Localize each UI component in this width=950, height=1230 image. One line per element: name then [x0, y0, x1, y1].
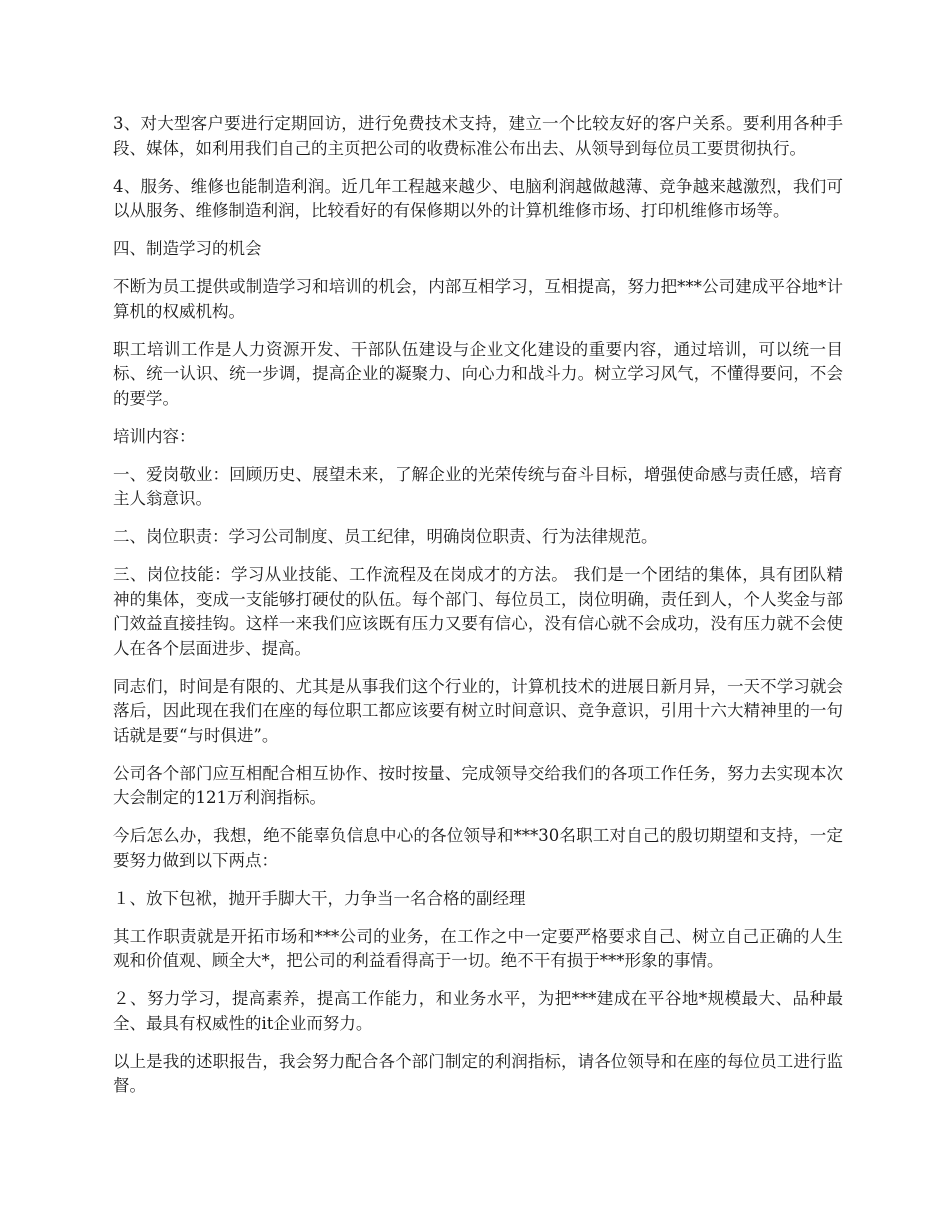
paragraph-training-importance: 职工培训工作是人力资源开发、干部队伍建设与企业文化建设的重要内容，通过培训，可以统一目标、统一认识、统一步调，提高企业的凝聚力、向心力和战斗力。树立学习风气，不懂得要问，不会的要学。: [113, 339, 843, 408]
section-heading-learning: 四、制造学习的机会: [113, 239, 262, 258]
training-content-heading: 培训内容：: [113, 426, 196, 446]
document-page: [113, 112, 843, 1112]
paragraph-training-duties: 二、岗位职责：学习公司制度、员工纪律，明确岗位职责、行为法律规范。: [113, 527, 658, 546]
paragraph-point-2: ２、努力学习，提高素养，提高工作能力，和业务水平，为把***建成在平谷地*规模最大、品种最全、最具有权威性的it企业而努力。: [113, 989, 843, 1033]
paragraph-training-dedication: 一、爱岗敬业：回顾历史、展望未来，了解企业的光荣传统与奋斗目标，增强使命感与责任感，培育主人翁意识。: [113, 464, 843, 508]
paragraph-point-1: １、放下包袱，抛开手脚大干，力争当一名合格的副经理: [113, 888, 526, 908]
paragraph-profit-target: 公司各个部门应互相配合相互协作、按时按量、完成领导交给我们的各项工作任务，努力去实现本次大会制定的121万利润指标。: [113, 763, 843, 807]
paragraph-conclusion: 以上是我的述职报告，我会努力配合各个部门制定的利润指标，请各位领导和在座的每位员工进行监督。: [113, 1051, 843, 1095]
paragraph-item-3-visit-clients: 3、对大型客户要进行定期回访，进行免费技术支持，建立一个比较友好的客户关系。要利用各种手段、媒体，如利用我们自己的主页把公司的收费标准公布出去、从领导到每位员工要贯彻执行。: [113, 114, 843, 158]
paragraph-item-4-service-profit: 4、服务、维修也能制造利润。近几年工程越来越少、电脑利润越做越薄、竞争越来越激烈，我们可以从服务、维修制造利润，比较看好的有保修期以外的计算机维修市场、打印机维修市场等。: [113, 176, 843, 220]
paragraph-training-skills: 三、岗位技能：学习从业技能、工作流程及在岗成才的方法。 我们是一个团结的集体，具有团队精神的集体，变成一支能够打硬仗的队伍。每个部门、每位员工，岗位明确，责任到人，个人奖金与部门效益直接挂钩。这样一来我们应该既有压力又要有信心，没有信心就不会成功，没有压力就不会使人在各个层面进步、提高。: [113, 565, 843, 658]
paragraph-keep-pace: 同志们，时间是有限的、尤其是从事我们这个行业的，计算机技术的进展日新月异，一天不学习就会落后，因此现在我们在座的每位职工都应该要有树立时间意识、竞争意识，引用十六大精神里的一句话就是要“与时俱进”。: [113, 676, 843, 745]
paragraph-future-plan: 今后怎么办，我想，绝不能辜负信息中心的各位领导和***30名职工对自己的殷切期望和支持，一定要努力做到以下两点：: [113, 826, 843, 870]
paragraph-learning-opportunity: 不断为员工提供或制造学习和培训的机会，内部互相学习，互相提高，努力把***公司建成平谷地*计算机的权威机构。: [113, 277, 843, 321]
paragraph-job-duties: 其工作职责就是开拓市场和***公司的业务，在工作之中一定要严格要求自己、树立自己正确的人生观和价值观、顾全大*，把公司的利益看得高于一切。绝不干有损于***形象的事情。: [113, 926, 843, 970]
